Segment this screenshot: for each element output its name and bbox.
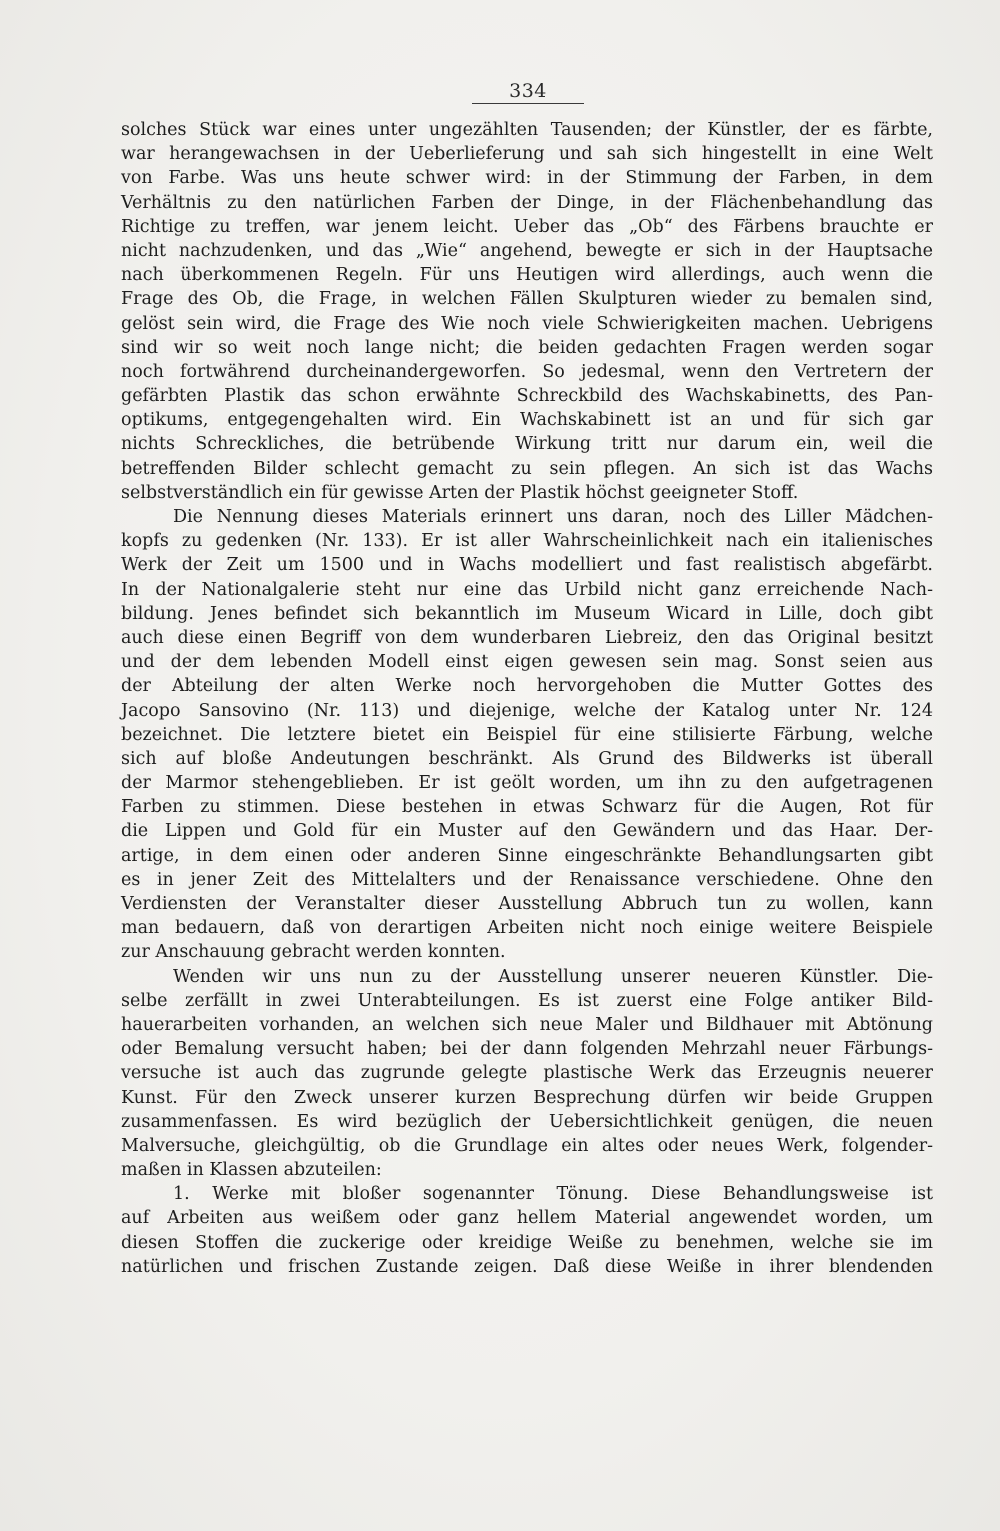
text-line: natürlichen und frischen Zustande zeigen. Daß diese Weiße in ihrer blendenden xyxy=(121,1256,933,1277)
text-line: nicht nachzudenken, und das „Wie“ angehend, bewegte er sich in der Hauptsache xyxy=(121,240,933,261)
text-line: selbstverständlich ein für gewisse Arten der Plastik höchst geeigneter Stoff. xyxy=(121,482,799,503)
text-line: sind wir so weit noch lange nicht; die beiden gedachten Fragen werden sogar xyxy=(121,337,933,358)
text-line: nach überkommenen Regeln. Für uns Heutigen wird allerdings, auch wenn die xyxy=(121,265,933,286)
paragraph-start-line: Wenden wir uns nun zu der Ausstellung unserer neueren Künstler. Die- xyxy=(173,966,933,987)
page-number: 334 xyxy=(472,80,584,104)
paragraph-start-line: 1. Werke mit bloßer sogenannter Tönung. Diese Behandlungsweise ist xyxy=(173,1184,933,1205)
text-line: noch fortwährend durcheinandergeworfen. So jedesmal, wenn den Vertretern der xyxy=(121,361,933,382)
text-line: diesen Stoffen die zuckerige oder kreidige Weiße zu benehmen, welche sie im xyxy=(121,1232,933,1253)
text-line: zur Anschauung gebracht werden konnten. xyxy=(121,942,506,963)
text-line: bildung. Jenes befindet sich bekanntlich im Museum Wicard in Lille, doch gibt xyxy=(121,603,933,624)
text-line: maßen in Klassen abzuteilen: xyxy=(121,1160,382,1181)
text-line: Kunst. Für den Zweck unserer kurzen Besprechung dürfen wir beide Gruppen xyxy=(121,1087,933,1108)
text-line: versuche ist auch das zugrunde gelegte plastische Werk das Erzeugnis neuerer xyxy=(121,1063,933,1084)
text-line: gefärbten Plastik das schon erwähnte Schreckbild des Wachskabinetts, des Pan- xyxy=(121,386,933,407)
text-line: Frage des Ob, die Frage, in welchen Fällen Skulpturen wieder zu bemalen sind, xyxy=(121,289,933,310)
text-line: oder Bemalung versucht haben; bei der dann folgenden Mehrzahl neuer Färbungs- xyxy=(121,1039,933,1060)
text-line: auch diese einen Begriff von dem wunderbaren Liebreiz, den das Original besitzt xyxy=(121,627,933,648)
paragraph-start-line: Die Nennung dieses Materials erinnert uns daran, noch des Liller Mädchen- xyxy=(173,507,933,527)
text-line: bezeichnet. Die letztere bietet ein Beispiel für eine stilisierte Färbung, welche xyxy=(121,724,933,745)
text-line: artige, in dem einen oder anderen Sinne eingeschränkte Behandlungsarten gibt xyxy=(121,845,933,866)
text-line: man bedauern, daß von derartigen Arbeiten nicht noch einige weitere Beispiele xyxy=(121,918,933,939)
text-line: nichts Schreckliches, die betrübende Wirkung tritt nur darum ein, weil die xyxy=(121,434,933,455)
text-line: Verhältnis zu den natürlichen Farben der Dinge, in der Flächenbehandlung das xyxy=(121,192,933,213)
text-line: auf Arbeiten aus weißem oder ganz hellem Material angewendet worden, um xyxy=(121,1208,933,1229)
text-line: Farben zu stimmen. Diese bestehen in etwas Schwarz für die Augen, Rot für xyxy=(121,797,933,818)
body-text xyxy=(121,118,933,1279)
text-line: Verdiensten der Veranstalter dieser Ausstellung Abbruch tun zu wollen, kann xyxy=(121,894,933,914)
text-line: und der dem lebenden Modell einst eigen gewesen sein mag. Sonst seien aus xyxy=(121,652,933,673)
text-line: war herangewachsen in der Ueberlieferung und sah sich hingestellt in eine Welt xyxy=(121,144,933,165)
text-line: hauerarbeiten vorhanden, an welchen sich neue Maler und Bildhauer mit Abtönung xyxy=(121,1014,933,1035)
text-line: optikums, entgegengehalten wird. Ein Wachskabinett ist an und für sich gar xyxy=(121,410,933,431)
text-line: von Farbe. Was uns heute schwer wird: in der Stimmung der Farben, in dem xyxy=(121,168,933,189)
text-line: selbe zerfällt in zwei Unterabteilungen. Es ist zuerst eine Folge antiker Bild- xyxy=(121,990,933,1011)
text-line: Werk der Zeit um 1500 und in Wachs modelliert und fast realistisch abgefärbt. xyxy=(121,555,933,576)
text-line: Malversuche, gleichgültig, ob die Grundlage ein altes oder neues Werk, folgender- xyxy=(121,1135,933,1156)
text-line: Jacopo Sansovino (Nr. 113) und diejenige, welche der Katalog unter Nr. 124 xyxy=(121,700,933,721)
text-line: solches Stück war eines unter ungezählten Tausenden; der Künstler, der es färbte, xyxy=(121,120,933,140)
text-line: Richtige zu treffen, war jenem leicht. Ueber das „Ob“ des Färbens brauchte er xyxy=(121,216,933,237)
text-line: sich auf bloße Andeutungen beschränkt. Als Grund des Bildwerks ist überall xyxy=(121,748,933,769)
text-line: es in jener Zeit des Mittelalters und der Renaissance verschiedene. Ohne den xyxy=(121,869,933,890)
text-line: gelöst sein wird, die Frage des Wie noch viele Schwierigkeiten machen. Uebrigens xyxy=(121,313,933,334)
text-line: der Abteilung der alten Werke noch hervorgehoben die Mutter Gottes des xyxy=(121,676,933,697)
text-line: betreffenden Bilder schlecht gemacht zu sein pflegen. An sich ist das Wachs xyxy=(121,458,933,479)
text-line: die Lippen und Gold für ein Muster auf den Gewändern und das Haar. Der- xyxy=(121,821,933,842)
text-line: der Marmor stehengeblieben. Er ist geölt worden, um ihn zu den aufgetragenen xyxy=(121,773,933,794)
text-line: In der Nationalgalerie steht nur eine das Urbild nicht ganz erreichende Nach- xyxy=(121,579,933,600)
text-line: zusammenfassen. Es wird bezüglich der Uebersichtlichkeit genügen, die neuen xyxy=(121,1111,933,1132)
text-line: kopfs zu gedenken (Nr. 133). Er ist aller Wahrscheinlichkeit nach ein italienisches xyxy=(121,531,933,552)
